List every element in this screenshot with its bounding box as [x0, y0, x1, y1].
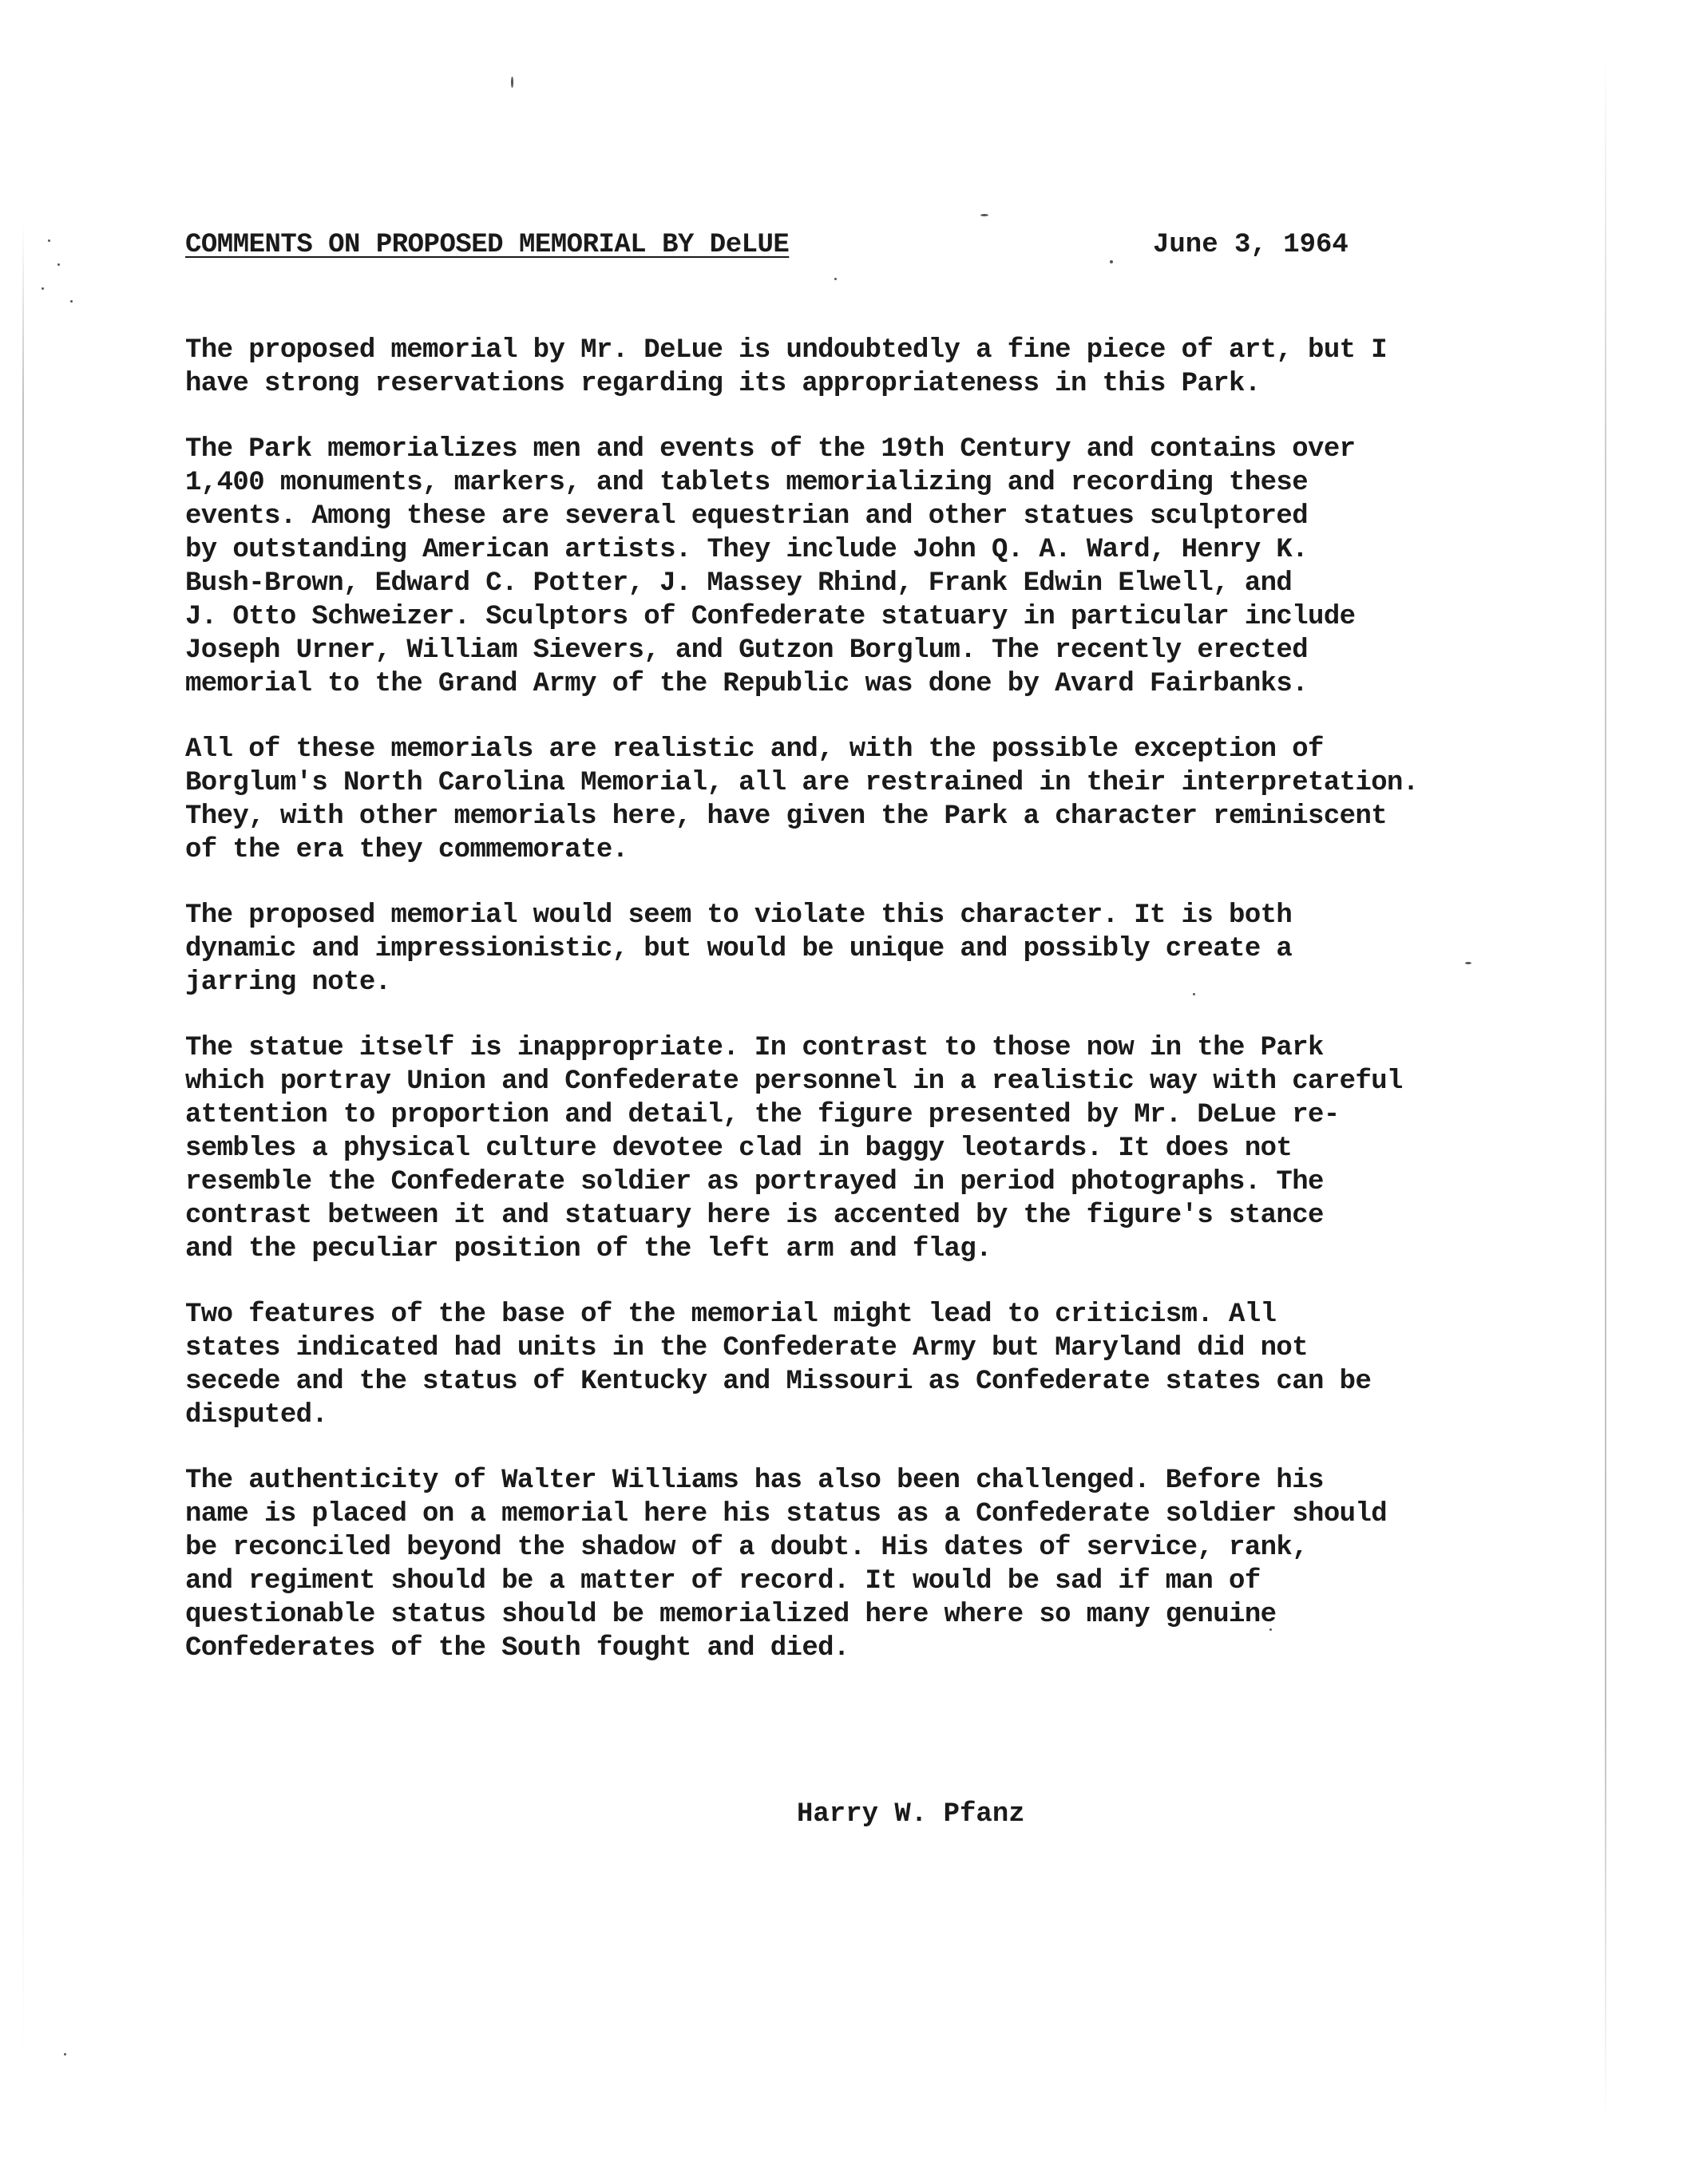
document-body — [185, 334, 1495, 1697]
text-line: secede and the status of Kentucky and Missouri as Confederate states can be — [185, 1367, 1372, 1397]
scan-edge-left — [22, 224, 24, 2059]
document-title: COMMENTS ON PROPOSED MEMORIAL BY DeLUE — [185, 230, 790, 260]
body-paragraph — [185, 733, 1495, 867]
scan-speck — [511, 77, 513, 88]
text-line: states indicated had units in the Confederate Army but Maryland did not — [185, 1333, 1309, 1363]
text-line: The authenticity of Walter Williams has also been challenged. Before his — [185, 1466, 1324, 1496]
text-line: have strong reservations regarding its appropriateness in this Park. — [185, 369, 1261, 399]
body-paragraph — [185, 334, 1495, 401]
signature: Harry W. Pfanz — [797, 1799, 1025, 1830]
scan-edge-right — [1605, 48, 1606, 2123]
text-line: Borglum's North Carolina Memorial, all are restrained in their interpretation. — [185, 768, 1419, 798]
text-line: contrast between it and statuary here is accented by the figure's stance — [185, 1201, 1324, 1231]
body-paragraph — [185, 1464, 1495, 1665]
scan-speck — [48, 239, 50, 242]
text-line: by outstanding American artists. They include John Q. A. Ward, Henry K. — [185, 535, 1309, 565]
text-line: The proposed memorial would seem to violate this character. It is both — [185, 900, 1293, 931]
text-line: They, with other memorials here, have given the Park a character reminiscent — [185, 801, 1388, 832]
body-paragraph — [185, 433, 1495, 701]
text-line: The Park memorializes men and events of the 19th Century and contains over — [185, 434, 1356, 465]
text-line: name is placed on a memorial here his status as a Confederate soldier should — [185, 1499, 1388, 1529]
text-line: of the era they commemorate. — [185, 835, 628, 865]
text-line: questionable status should be memorialized here where so many genuine — [185, 1600, 1277, 1630]
scan-speck — [834, 278, 837, 280]
text-line: 1,400 monuments, markers, and tablets memorializing and recording these — [185, 468, 1309, 498]
text-line: and the peculiar position of the left arm and flag. — [185, 1234, 992, 1264]
scan-speck — [42, 287, 44, 290]
text-line: Bush-Brown, Edward C. Potter, J. Massey Rhind, Frank Edwin Elwell, and — [185, 568, 1293, 599]
text-line: All of these memorials are realistic and, with the possible exception of — [185, 734, 1324, 765]
text-line: resemble the Confederate soldier as portrayed in period photographs. The — [185, 1167, 1324, 1197]
body-paragraph — [185, 1031, 1495, 1266]
text-line: jarring note. — [185, 967, 391, 998]
text-line: Confederates of the South fought and died. — [185, 1633, 849, 1664]
text-line: sembles a physical culture devotee clad in baggy leotards. It does not — [185, 1134, 1293, 1164]
document-date: June 3, 1964 — [1153, 230, 1348, 260]
text-line: Two features of the base of the memorial might lead to criticism. All — [185, 1300, 1277, 1330]
text-line: dynamic and impressionistic, but would be unique and possibly create a — [185, 934, 1293, 964]
text-line: Joseph Urner, William Sievers, and Gutzon Borglum. The recently erected — [185, 635, 1309, 666]
text-line: The statue itself is inappropriate. In contrast to those now in the Park — [185, 1033, 1324, 1063]
body-paragraph — [185, 899, 1495, 999]
scan-speck — [980, 214, 988, 216]
body-paragraph — [185, 1298, 1495, 1432]
text-line: The proposed memorial by Mr. DeLue is undoubtedly a fine piece of art, but I — [185, 335, 1388, 366]
text-line: attention to proportion and detail, the figure presented by Mr. DeLue re- — [185, 1100, 1340, 1130]
scan-speck — [64, 2053, 66, 2055]
text-line: memorial to the Grand Army of the Republic was done by Avard Fairbanks. — [185, 669, 1309, 699]
text-line: and regiment should be a matter of record. It would be sad if man of — [185, 1566, 1261, 1596]
scan-speck — [70, 300, 73, 303]
text-line: which portray Union and Confederate personnel in a realistic way with careful — [185, 1066, 1403, 1097]
document-heading — [185, 230, 1351, 270]
text-line: disputed. — [185, 1400, 328, 1430]
scan-speck — [57, 263, 60, 266]
text-line: J. Otto Schweizer. Sculptors of Confederate statuary in particular include — [185, 602, 1356, 632]
text-line: events. Among these are several equestrian and other statues sculptored — [185, 501, 1309, 532]
text-line: be reconciled beyond the shadow of a doubt. His dates of service, rank, — [185, 1533, 1309, 1563]
